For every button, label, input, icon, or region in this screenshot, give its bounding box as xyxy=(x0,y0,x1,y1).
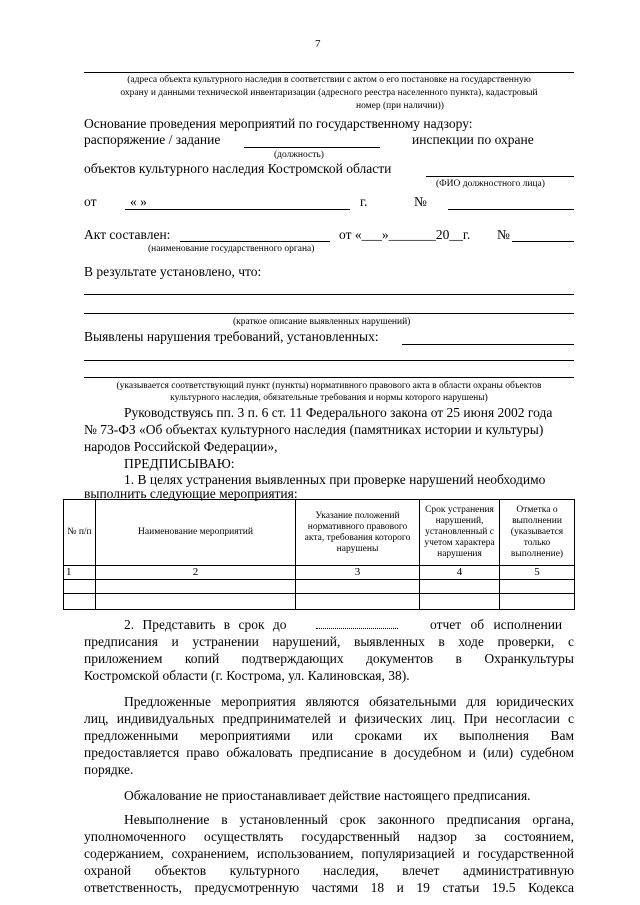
inspection-text: инспекции по охране xyxy=(412,132,534,147)
order-number-field[interactable] xyxy=(448,209,574,210)
table-header-row xyxy=(64,500,575,566)
failure-line4: охраной объектов культурного наследия, влечет административную xyxy=(84,863,574,878)
result-line-1[interactable] xyxy=(84,294,574,295)
item2-line4: Костромской области (г. Кострома, ул. Калиновская, 38). xyxy=(84,668,410,683)
table-cell[interactable] xyxy=(420,594,500,610)
appeal-text: Обжалование не приостанавливает действие настоящего предписания. xyxy=(124,788,531,803)
violations-hint-line2: культурного наследия, обязательные требования и нормы которого нарушены) xyxy=(170,393,488,403)
page-number: 7 xyxy=(315,38,321,50)
item2-line1-end: отчет об исполнении xyxy=(430,617,563,632)
objects-text: объектов культурного наследия Костромской области xyxy=(84,161,392,176)
result-hint: (краткое описание выявленных нарушений) xyxy=(233,317,411,327)
item1-line2: выполнить следующие мероприятия: xyxy=(84,486,298,501)
col-number-2: 2 xyxy=(96,566,296,580)
mandatory-line4: предоставляется право обжаловать предписание в досудебном и (или) судебном xyxy=(84,745,574,760)
address-underline xyxy=(84,72,574,73)
violations-field[interactable] xyxy=(402,344,574,345)
order-year-suffix: г. xyxy=(360,194,368,209)
measures-table xyxy=(63,499,575,610)
col-number-3: 3 xyxy=(296,566,420,580)
violations-hint-line1: (указывается соответствующий пункт (пункты) нормативного правового акта в области охраны объектов xyxy=(116,381,542,391)
failure-line2: уполномоченного осуществлять государственный надзор за состоянием, xyxy=(84,829,574,844)
position-hint: (должность) xyxy=(274,150,324,160)
item2-line2: предписания и устранении нарушений, выявленных в ходе проверки, с xyxy=(84,634,574,649)
header-act-provisions: Указание положений нормативного правового акта, требования которого нарушены xyxy=(296,500,420,566)
table-row[interactable] xyxy=(64,594,575,610)
violations-label: Выявлены нарушения требований, установленных: xyxy=(84,329,379,344)
act-label: Акт составлен: xyxy=(84,227,171,242)
organ-hint: (наименование государственного органа) xyxy=(148,244,315,254)
from-label: от xyxy=(84,194,97,209)
guided-line3: народов Российской Федерации», xyxy=(84,439,278,454)
col-number-5: 5 xyxy=(500,566,575,580)
prescribe-heading: ПРЕДПИСЫВАЮ: xyxy=(124,456,235,471)
item2-line3: приложением копий подтверждающих документов в Охранкультуры xyxy=(84,651,574,666)
table-cell[interactable] xyxy=(96,580,296,594)
col-number-1: 1 xyxy=(64,566,96,580)
guided-line2: № 73-ФЗ «Об объектах культурного наследия (памятниках истории и культуры) xyxy=(84,422,544,437)
order-date-quotes: « » xyxy=(130,194,147,209)
failure-line5: ответственность, предусмотренную частями 18 и 19 статьи 19.5 Кодекса xyxy=(84,880,574,895)
header-completion-mark: Отметка о выполнении (указывается только выполнение) xyxy=(500,500,575,566)
basis-title: Основание проведения мероприятий по государственному надзору: xyxy=(84,116,473,131)
table-cell[interactable] xyxy=(500,580,575,594)
mandatory-line1: Предложенные мероприятия являются обязательными для юридических xyxy=(124,694,574,709)
table-cell[interactable] xyxy=(96,594,296,610)
result-label: В результате установлено, что: xyxy=(84,264,262,279)
order-number-sign: № xyxy=(414,194,427,209)
table-cell[interactable] xyxy=(500,594,575,610)
header-name: Наименование мероприятий xyxy=(96,500,296,566)
violations-line-2[interactable] xyxy=(84,360,574,361)
address-note-line1: (адреса объекта культурного наследия в соответствии с актом о его постановке на государственную xyxy=(127,75,531,85)
act-number-field[interactable] xyxy=(512,241,574,242)
item1-line1: 1. В целях устранения выявленных при проверке нарушений необходимо xyxy=(124,472,546,487)
mandatory-line2: лиц, индивидуальных предпринимателей и физических лиц. При несогласии с xyxy=(84,711,574,726)
table-cell[interactable] xyxy=(64,594,96,610)
violations-line-3[interactable] xyxy=(84,377,574,378)
table-cell[interactable] xyxy=(64,580,96,594)
mandatory-line3: предложенными мероприятиями или сроками их выполнения Вам xyxy=(84,728,574,743)
table-cell[interactable] xyxy=(296,580,420,594)
order-date-field[interactable] xyxy=(125,209,350,210)
order-label: распоряжение / задание xyxy=(84,132,221,147)
result-line-2[interactable] xyxy=(84,313,574,314)
item2-line1-start: 2. Представить в срок до xyxy=(124,617,287,632)
address-note-line2: охрану и данными технической инвентаризации (адресного реестра населенного пункта), кадастровый xyxy=(120,88,538,98)
table-numbering-row xyxy=(64,566,575,580)
deadline-field[interactable] xyxy=(316,628,398,629)
failure-line3: содержанием, сохранением, использованием, популяризацией и государственной xyxy=(84,846,574,861)
act-date: от «___»_______20__г. xyxy=(339,227,471,242)
mandatory-line5: порядке. xyxy=(84,762,134,777)
address-note-line3: номер (при наличии)) xyxy=(356,101,444,111)
failure-line1: Невыполнение в установленный срок законного предписания органа, xyxy=(124,812,574,827)
act-number-sign: № xyxy=(497,227,510,242)
position-field[interactable] xyxy=(244,147,380,148)
col-number-4: 4 xyxy=(420,566,500,580)
table-cell[interactable] xyxy=(296,594,420,610)
fio-hint: (ФИО должностного лица) xyxy=(436,179,545,189)
table-row[interactable] xyxy=(64,580,575,594)
guided-line1: Руководствуясь пп. 3 п. 6 ст. 11 Федерального закона от 25 июня 2002 года xyxy=(124,405,553,420)
header-deadline: Срок устранения нарушений, установленный с учетом характера нарушения xyxy=(420,500,500,566)
header-number: № п/п xyxy=(64,500,96,566)
act-organ-field[interactable] xyxy=(180,241,330,242)
table-cell[interactable] xyxy=(420,580,500,594)
fio-field[interactable] xyxy=(426,176,574,177)
